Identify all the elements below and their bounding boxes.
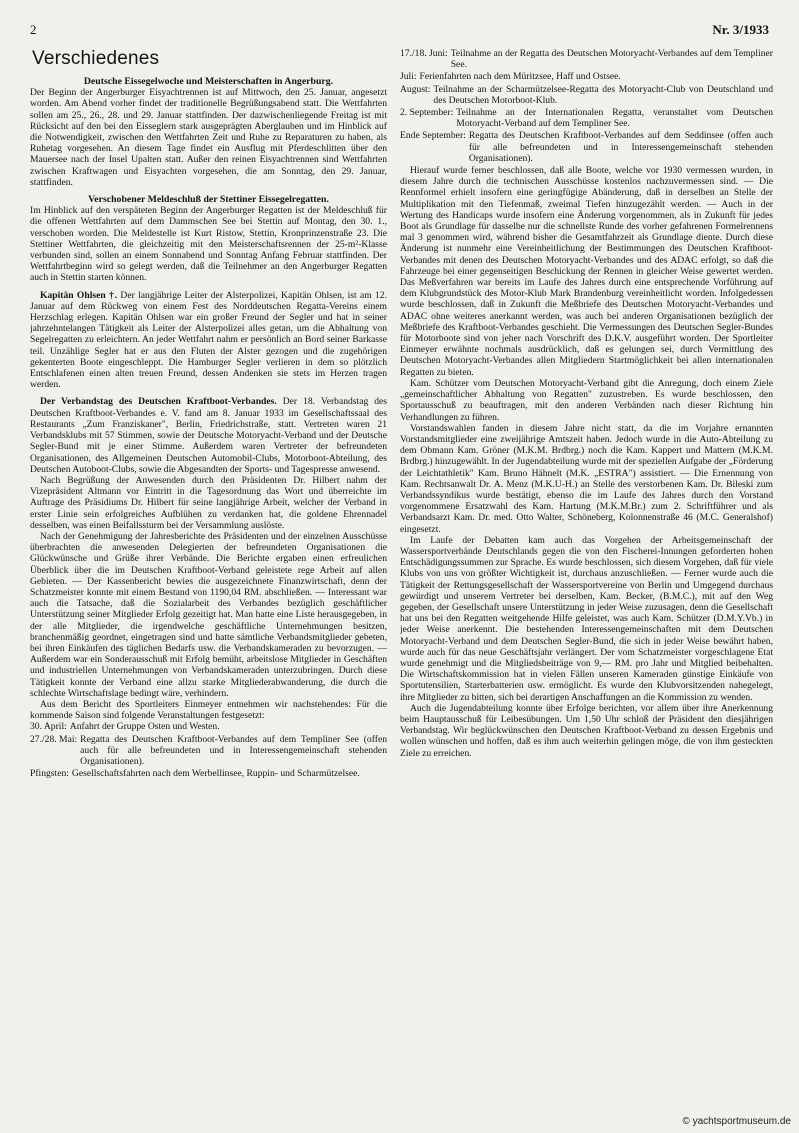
article-paragraph: Kam. Schützer vom Deutschen Motoryacht-Verband gibt die Anregung, doch einem Ziele „gemeinschaftlicher Abhaltung von Regatten" zuzustreben. Es wurde beschlossen, den Sportausschuß zu beauftragen, mit den anderen Verbänden nach dieser Richtung hin Verhandlungen zu führen. bbox=[400, 377, 773, 423]
article-angerburg bbox=[30, 76, 387, 188]
article-heading: Der Verbandstag des Deutschen Kraftboot-Verbandes. bbox=[40, 396, 277, 408]
article-paragraph bbox=[30, 290, 387, 391]
article-continuation bbox=[400, 165, 773, 759]
issue-number: Nr. 3/1933 bbox=[712, 22, 769, 37]
article-paragraph: Hierauf wurde ferner beschlossen, daß alle Boote, welche vor 1930 vermessen wurden, in diesem Jahre durch die technischen Ausschüsse kostenlos nachzuvermessen sind. — Die Rennformel erhielt insofern eine geringfügige Abänderung, daß in derselben an Stelle der Multiplikation mit den Tiefenmaß, zweimal Tiefen hinzugezählt werden. — Auch in der Wertung des Handicaps wurde insofern eine Änderung vorgenommen, als in Zukunft für jedes Boot als Grundlage für dasselbe nur die schnellste Runde des vorher gefahrenen Formelrennens mal 3 genommen wird, während bisher die Gesamtfahrzeit als Grundlage diente. Durch diese Änderung ist nunmehr eine Vereinheitlichung der Bestimmungen des Deutschen Kraftboot-Verbandes mit denen des Deutschen Motoryacht-Verbandes und des ADAC erfolgt, so daß die Fahrzeuge bei einer gegenseitigen Beschickung der Rennen in gleicher Weise gewertet werden. Das Meßverfahren war bereits im Laufe des Jahres durch eine entsprechende Vorführung auf dem Klubgrundstück des Motor-Klub Mark Brandenburg vereinheitlicht worden. Infolgedessen wurde beschlossen, daß in Zukunft die Meßbriefe des Deutschen Motoryacht-Verbandes und ADAC ohne weiteres anerkannt werden, was auch bei anderen Organisationen bezüglich der Meßbriefe des Kraftboot-Verbandes geschieht. Die Vermessungen des Deutschen Segler-Bundes für Motorboote sind von jeher nach Vorschrift des D.K.V. ausgeführt worden. Der Sportleiter Einmeyer erwähnte nochmals ausdrücklich, daß es gelungen sei, durch Vermittlung des Deutschen Motoryacht-Verbandes allen Mitgliedern Startmöglichkeit bei allen internationalen Regatten zu bieten. bbox=[400, 165, 773, 378]
schedule-text: Teilnahme an der Scharmützelsee-Regatta des Motoryacht-Club von Deutschland und des Deutschen Motorboot-Klub. bbox=[433, 83, 773, 106]
schedule-date: Juli: bbox=[400, 71, 417, 83]
page-number: 2 bbox=[30, 22, 37, 37]
schedule-text: Gesellschaftsfahrten nach dem Werbellinsee, Ruppin- und Scharmützelsee. bbox=[71, 768, 360, 780]
schedule-item bbox=[30, 768, 387, 779]
schedule-list bbox=[30, 721, 387, 779]
schedule-item bbox=[30, 734, 387, 768]
schedule-item bbox=[400, 130, 773, 164]
schedule-date: 27./28. Mai: bbox=[30, 733, 78, 745]
schedule-text: Teilnahme an der Internationalen Regatta, veranstaltet vom Deutschen Motoryacht-Verband auf dem Templiner See. bbox=[456, 107, 773, 130]
schedule-text: Teilnahme an der Regatta des Deutschen Motoryacht-Verbandes auf dem Templiner See. bbox=[450, 48, 773, 71]
article-heading: Deutsche Eissegelwoche und Meisterschaften in Angerburg. bbox=[83, 76, 334, 87]
article-stettin bbox=[30, 194, 387, 284]
article-paragraph: Im Laufe der Debatten kam auch das Vorgehen der Arbeitsgemeinschaft der Wassersportverbände Deutschlands gegen die von den Fischerei-Innungen geforderten hohen Entschädigungssummen zur Sprache. Es wurde beschlossen, sich diesem Vorgehen, daß für viele Klubs von uns von größter Wichtigkeit ist, durchaus anzuschließen. — Ferner wurde auch die Tätigkeit der Rettungsgesellschaft der Wassersportvereine von Berlin und Umgegend durchaus gewürdigt und unserem Vertreter bei derselben, Kam. Becker, (B.M.C.), mit auf den Weg gegeben, der Gesellschaft unsere Unterstützung in jeder Weise zuzusagen, denn die Gesellschaft hat uns bei den Regatten weitgehende Hilfe geleistet, was auch Kam. Schützer (D.M.Y.Vb.) in jeder Weise anerkennt. Die bestehenden Interessengemeinschaften mit dem Deutschen Motoryacht-Verband und dem Deutschen Segler-Bund, die sich in jeder Weise bewährt haben, wurde auch für das neue Geschäftsjahr verlängert. Der vom Schatzmeister vorgeschlagene Etat wurde genehmigt und die Mitgliedsbeiträge von 9,— RM. pro Jahr und Mitglied beibehalten. Die Wirtschaftskommission hat in vielen Fällen unseren Kameraden günstige Einkäufe von Sportutensilien, Starterbatterien usw. ermöglicht. Es wurde den Klubvorsitzenden nahegelegt, ihre Mitglieder zu bitten, sich bei derartigen Anschaffungen an die Kommission zu wenden. bbox=[400, 534, 773, 703]
schedule-date: 17./18. Juni: bbox=[400, 48, 448, 59]
copyright-footer: © yachtsportmuseum.de bbox=[682, 1116, 791, 1127]
schedule-date: Pfingsten: bbox=[30, 768, 69, 780]
schedule-text: Anfahrt der Gruppe Osten und Westen. bbox=[69, 721, 220, 733]
article-heading: Verschobener Meldeschluß der Stettiner Eissegelregatten. bbox=[88, 194, 329, 206]
article-paragraph: Vorstandswahlen fanden in diesem Jahre nicht statt, da die im Vorjahre ernannten Vorstandsmitglieder eine zweijährige Amtszeit haben. Jedoch wurde in die Auto-Abteilung zu dem Obmann Kam. Gröner (M.K.M. Brdbrg.) noch die Kam. Kappert und Mattern (M.K.M. Brdbrg.) hinzugewählt. In der Jugendabteilung wurde mit der speziellen Aufgabe der „Förderung der Leichtathletik" Kam. Bruno Hähnelt (M.K. „ESTRA") assistiert. — Die Ernennung von Kam. Rechtsanwalt Dr. A. Menz (M.K.U-H.) an Stelle des verstorbenen Kam. Dr. Bileski zum Verbandssyndikus wurde bestätigt, ebenso die im Laufe des Jahres durch den Vorstand vorgenommene Ersatzwahl des Kam. Hartung (M.K.M.Br.) zum 2. Schriftführer und als Verbandsarzt Kam. Dr. med. Otto Walter, Schöneberg, Kolonnenstraße 46 (M.C. Generalshof) eingesetzt. bbox=[400, 422, 773, 535]
schedule-list bbox=[400, 48, 773, 164]
schedule-item bbox=[30, 721, 387, 732]
article-paragraph: Aus dem Bericht des Sportleiters Einmeyer entnehmen wir nachstehendes: Für die kommende Saison sind folgende Veranstaltungen festgesetzt: bbox=[30, 698, 387, 722]
article-paragraph: Auch die Jugendabteilung konnte über Erfolge berichten, vor allem über ihre Anerkennung beim Hauptausschuß für Leibesübungen. Um 1,50 Uhr schloß der Präsident den diesjährigen Verbandstag. Wir beglückwünschen den Deutschen Kraftboot-Verband zu dessen Ergebnis und wollen wünschen und hoffen, daß es ihm auch weiterhin gelingen möge, die von ihm gesteckten Ziele zu erreichen. bbox=[400, 702, 773, 759]
article-text: Der langjährige Leiter der Alsterpolizei, Kapitän Ohlsen, ist am 12. Januar auf dem Rückweg von einem Fest des Norddeutschen Regatta-Vereins einem Herzschlag erlegen. Kapitän Ohlsen war ein großer Freund der Segler und hat in seiner jahrzehntelangen Tätigkeit als Leiter der Alsterpolizei alles getan, um die Abhaltung von Segelregatten zu erleichtern. An jeder Wettfahrt nahm er persönlich an Bord seiner Barkasse teil. Unzählige Segler hat er aus den Fluten der Alster gezogen und die zugehörigen gekenterten Boote eingeschleppt. Die Hamburger Segler verlieren in dem so plötzlich Entschlafenen einen alten treuen Freund, dessen Andenken sie stets im Herzen tragen werden. bbox=[30, 289, 387, 391]
schedule-date: 30. April: bbox=[30, 721, 67, 733]
schedule-text: Regatta des Deutschen Kraftboot-Verbandes auf dem Seddinsee (offen auch für alle befreundeten und in Interessengemeinschaft stehenden Organisationen). bbox=[468, 130, 773, 164]
article-paragraph: Im Hinblick auf den verspäteten Beginn der Angerburger Regatten ist der Meldeschluß für die offenen Wettfahrten auf dem Dammschen See bei Stettin auf Montag, den 30. 1., verschoben worden. Die Meldestelle ist Kurt Ristow, Stettin, Kronprinzenstraße 23. Die Stettiner Wettfahrten, die gleichzeitig mit den Meisterschaftsrennen der 25-m²-Klasse verbunden sind, sollen an einem Sonnabend und Sonntag Anfang Februar stattfinden. Der Wettfahrtbeginn wird so gelegt werden, daß die Teilnehmer an den Angerburger Regatten auch in Stettin starten können. bbox=[30, 205, 387, 284]
article-heading: Kapitän Ohlsen †. bbox=[40, 289, 118, 301]
schedule-date: 2. September: bbox=[400, 107, 454, 119]
article-paragraph: Nach der Genehmigung der Jahresberichte des Präsidenten und der einzelnen Ausschüsse überbrachten die anwesenden Delegierten der befreundeten Organisationen die Glückwünsche und Grüße ihrer Verbände. Die Berichte ergaben einen erfreulichen Überblick über die im Deutschen Kraftboot-Verband geleistete rege Arbeit auf allen Gebieten. — Der Kassenbericht bewies die ausgezeichnete Finanzwirtschaft, denn der Schatzmeister konnte mit einem Bestand von 1190,04 RM. abschließen. — Interessant war auch die Tatsache, daß die Sozialarbeit des Verbandes bezüglich geschäftlicher Unterstützung seiner Mitglieder Erfolg gezeitigt hat. Man hatte eine Liste herausgegeben, in der alle Mitglieder, die irgendwelche geschäftliche Unternehmungen besitzen, branchenmäßig geordnet, eingetragen sind und hatte sämtliche Verbandsmitglieder gebeten, bei ihren Einkäufen des täglichen Bedarfs usw. die Verbandskameraden zu bevorzugen. — Außerdem war ein Sonderausschuß mit Erfolg bemüht, arbeitslose Mitglieder in Geschäften und industriellen Unternehmungen von Verbandskameraden unterzubringen. Durch diese Tätigkeit konnte der Verband eine allzu starke Mitgliederabwanderung, die durch die schlechte Wirtschaftslage bedingt wäre, verhindern. bbox=[30, 530, 387, 699]
schedule-text: Regatta des Deutschen Kraftboot-Verbandes auf dem Templiner See (offen auch für alle befreundeten und in Interessengemeinschaft stehenden Organisationen). bbox=[80, 733, 387, 767]
schedule-item bbox=[400, 71, 773, 82]
article-text: Der 18. Verbandstag des Deutschen Kraftboot-Verbandes e. V. fand am 8. Januar 1933 im Gesellschaftssaal des Restaurants „Zum Franziskaner", Berlin, Friedrichstraße, statt. Vertreten waren 21 Verbandsklubs mit 57 Stimmen, sowie der Deutsche Motoryacht-Verband und der Deutsche Segler-Bund mit je einer Stimme. Außerdem waren Vertreter der befreundeten Organisationen, des Allgemeinen Deutschen Automobil-Clubs, Motorboot-Abteilung, des Deutschen Autoboot-Clubs, sowie die Abgesandten der Sports- und Tagespresse anwesend. bbox=[30, 396, 387, 475]
page-header bbox=[30, 22, 769, 42]
article-paragraph bbox=[30, 396, 387, 474]
schedule-item bbox=[400, 84, 773, 106]
schedule-date: August: bbox=[400, 83, 431, 95]
left-column bbox=[30, 48, 387, 1088]
article-ohlsen bbox=[30, 290, 387, 391]
article-paragraph: Der Beginn der Angerburger Eisyachtrennen ist auf Mittwoch, den 25. Januar, angesetzt worden. Am Abend vorher findet der traditionelle Begrüßungsabend statt. Die Wettfahrten sollen am 25., 26., 28. und 29. Januar stattfinden. Der dazwischenliegende Freitag ist mit Rücksicht auf den bei den Eisseglern stark ausgeprägten Aberglauben und im Hinblick auf die Notwendigkeit, zwischen den Wettfahrten Zeit und Ruhe zu Reparaturen zu haben, als Ruhetag vorgesehen. An diesem Tage findet ein Ausflug mit Pferdeschlitten über den Mauersee nach der Insel Upalten statt. Außer den reinen Eisyachtrennen sind Wettfahrten zwischen Kraftwagen und Eisyachten vorgesehen, die am Sonntag, den 29. Januar, stattfinden. bbox=[30, 87, 387, 188]
schedule-item bbox=[400, 48, 773, 70]
right-column bbox=[400, 48, 773, 1088]
article-verbandstag bbox=[30, 396, 387, 779]
schedule-date: Ende September: bbox=[400, 130, 466, 142]
schedule-text: Ferienfahrten nach dem Müritzsee, Haff und Ostsee. bbox=[419, 71, 621, 83]
article-paragraph: Nach Begrüßung der Anwesenden durch den Präsidenten Dr. Hilbert nahm der Vizepräsident Altmann vor Eintritt in die Tagesordnung das Wort und überreichte im Auftrage des Präsidiums Dr. Hilbert für seine langjährige Arbeit, welcher der Verband in erster Linie sein erfolgreiches Aufblühen zu verdanken hat, die goldene Ehrennadel desselben, was einen Beifallssturm bei der Versammlung auslöste. bbox=[30, 474, 387, 531]
section-title: Verschiedenes bbox=[32, 48, 160, 69]
schedule-item bbox=[400, 107, 773, 129]
